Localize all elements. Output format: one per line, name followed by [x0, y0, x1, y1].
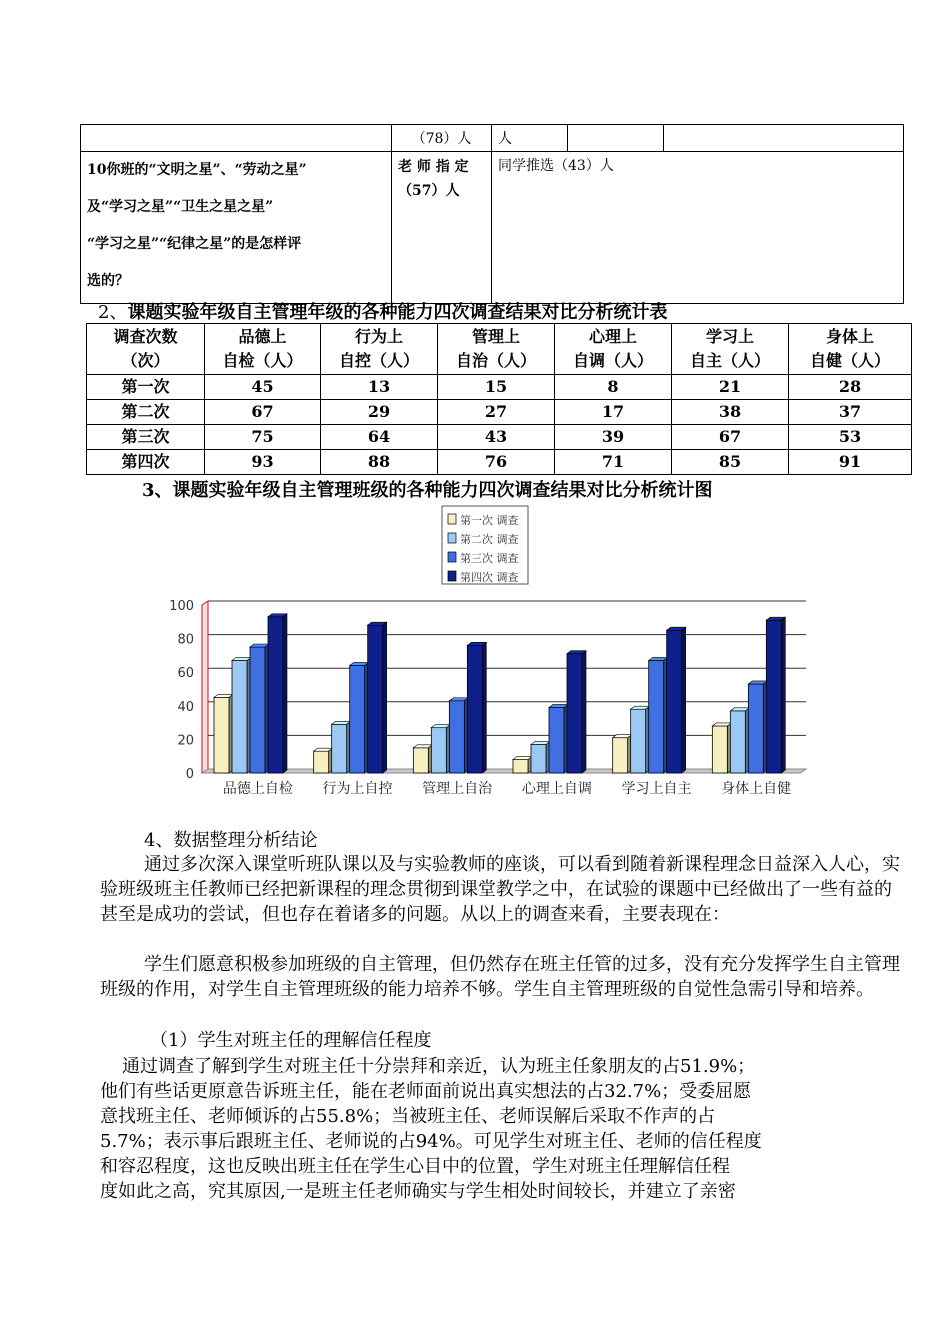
bar [314, 751, 329, 773]
table-cell: 88 [321, 450, 438, 475]
paragraph-1: 通过多次深入课堂听班队课以及与实验教师的座谈，可以看到随着新课程理念日益深入人心，实验班级班主任教师已经把新课程的理念贯彻到课堂教学之中，在试验的课题中已经做出了一些有益的甚至是成功的尝试，但也存在着诸多的问题。从以上的调查来看，主要表现在： [100, 854, 900, 925]
bar [649, 660, 664, 773]
bar [449, 701, 464, 773]
table-cell: 第四次 [87, 450, 205, 475]
section-3-title: 3、课题实验年级自主管理班级的各种能力四次调查结果对比分析统计图 [142, 480, 713, 501]
header-cell: 学习上 自主（人） [672, 324, 789, 375]
bar [413, 748, 428, 773]
table-cell: 67 [672, 425, 789, 450]
legend-swatch [448, 571, 456, 581]
y-tick-label: 100 [169, 599, 194, 614]
bar-side [781, 617, 785, 773]
y-tick-label: 20 [177, 733, 194, 749]
table-cell [568, 125, 664, 152]
table-cell: 67 [205, 400, 321, 425]
bar [513, 760, 528, 773]
question-line: 及“学习之星”“卫生之星之星” [87, 199, 274, 215]
header-cell: 行为上 自控（人） [321, 324, 438, 375]
bar [712, 726, 727, 773]
y-tick-label: 40 [177, 699, 194, 715]
legend-swatch [448, 552, 456, 562]
table-cell: 21 [672, 375, 789, 400]
stats-table [86, 323, 912, 475]
bar-side [283, 614, 287, 773]
table-row [87, 400, 912, 425]
table-cell: 27 [438, 400, 555, 425]
table-row [87, 425, 912, 450]
y-tick-label: 80 [177, 632, 194, 648]
bar [748, 684, 763, 773]
bar [368, 625, 383, 773]
table-cell: 91 [789, 450, 912, 475]
bar [766, 620, 781, 773]
table-cell: 人 [492, 125, 568, 152]
header-cell: 调查次数 （次） [87, 324, 205, 375]
y-tick-label: 60 [177, 666, 194, 682]
bar [667, 630, 682, 773]
y-tick-label: 0 [185, 767, 194, 782]
bar-chart [160, 500, 820, 800]
table-cell: 第一次 [87, 375, 205, 400]
paragraph-3-line: 5.7%；表示事后跟班主任、老师说的占94%。可见学生对班主任、老师的信任程度 [100, 1131, 762, 1152]
bar [631, 709, 646, 773]
paragraph-3-line: 通过调查了解到学生对班主任十分崇拜和亲近，认为班主任象朋友的占51.9%； [122, 1056, 756, 1077]
table-cell: 37 [789, 400, 912, 425]
teacher-line: （57）人 [398, 183, 460, 199]
table-cell [81, 125, 392, 152]
header-cell: 身体上 自健（人） [789, 324, 912, 375]
paragraph-3-line: 和容忍程度，这也反映出班主任在学生心目中的位置，学生对班主任理解信任程 [100, 1156, 730, 1177]
table-cell: 17 [555, 400, 672, 425]
legend-label: 第四次 调查 [460, 571, 519, 584]
header-cell: 品德上 自检（人） [205, 324, 321, 375]
table-cell: 64 [321, 425, 438, 450]
bar [531, 744, 546, 773]
bar [567, 654, 582, 773]
bar [232, 660, 247, 773]
bar [467, 645, 482, 773]
x-tick-label: 品德上自检 [222, 781, 293, 797]
question-line: “学习之星”“纪律之星”的是怎样评 [87, 236, 302, 252]
table-cell: 39 [555, 425, 672, 450]
table-cell: 75 [205, 425, 321, 450]
section-2-title [98, 298, 667, 324]
bar [332, 724, 347, 773]
teacher-line: 老 师 指 定 [398, 159, 469, 175]
bar [268, 617, 283, 773]
x-tick-label: 心理上自调 [521, 781, 592, 797]
paragraph-3-line: 意找班主任、老师倾诉的占55.8%；当被班主任、老师误解后采取不作声的占 [100, 1106, 716, 1127]
table-cell: 28 [789, 375, 912, 400]
section-2-number: 2、 [98, 302, 128, 323]
section-2-text: 课题实验年级自主管理年级的各种能力四次调查结果对比分析统计表 [127, 302, 668, 323]
table-cell: 71 [555, 450, 672, 475]
table-cell: 43 [438, 425, 555, 450]
bar [431, 728, 446, 773]
question-cell [81, 152, 392, 304]
table-cell: 76 [438, 450, 555, 475]
legend-label: 第二次 调查 [460, 533, 519, 546]
table-cell: 85 [672, 450, 789, 475]
table-cell: 38 [672, 400, 789, 425]
table-cell: （78）人 [392, 125, 492, 152]
legend-label: 第一次 调查 [460, 514, 519, 527]
bar [613, 738, 628, 773]
table-cell: 53 [789, 425, 912, 450]
x-tick-label: 行为上自控 [322, 781, 393, 797]
x-tick-label: 身体上自健 [721, 781, 792, 797]
legend-label: 第三次 调查 [460, 552, 519, 565]
bar [350, 665, 365, 773]
table-cell: 93 [205, 450, 321, 475]
bar [250, 647, 265, 773]
paragraph-3-line: 他们有些话更原意告诉班主任，能在老师面前说出真实想法的占32.7%；受委屈愿 [100, 1081, 752, 1102]
bar [214, 697, 229, 773]
table-row [87, 375, 912, 400]
bar-side [582, 651, 586, 773]
legend-swatch [448, 533, 456, 543]
section-4-title: 4、数据整理分析结论 [144, 830, 318, 851]
table-cell [664, 125, 904, 152]
paragraph-2: 学生们愿意积极参加班级的自主管理，但仍然存在班主任管的过多，没有充分发挥学生自主管理班级的作用，对学生自主管理班级的能力培养不够。学生自主管理班级的自觉性急需引导和培养。 [100, 954, 900, 1000]
table-cell: 45 [205, 375, 321, 400]
bar-side [682, 627, 686, 773]
paragraph-3-line: 度如此之高，究其原因,一是班主任老师确实与学生相处时间较长，并建立了亲密 [100, 1181, 736, 1202]
survey-question-table [80, 124, 904, 304]
bar [549, 707, 564, 773]
legend-swatch [448, 514, 456, 524]
header-cell: 心理上 自调（人） [555, 324, 672, 375]
header-cell: 管理上 自治（人） [438, 324, 555, 375]
x-tick-label: 学习上自主 [621, 781, 692, 797]
table-cell: 第三次 [87, 425, 205, 450]
table-cell: 15 [438, 375, 555, 400]
table-cell: 8 [555, 375, 672, 400]
table-cell: 13 [321, 375, 438, 400]
bar-side [383, 622, 387, 773]
x-tick-label: 管理上自治 [422, 781, 493, 797]
question-line: 选的？ [87, 273, 129, 289]
table-cell: 第二次 [87, 400, 205, 425]
teacher-cell [392, 152, 492, 304]
subheading-1: （1）学生对班主任的理解信任程度 [150, 1030, 432, 1051]
table-cell: 29 [321, 400, 438, 425]
table-row [87, 450, 912, 475]
question-line: 10你班的“文明之星”、“劳动之星” [87, 162, 307, 178]
left-wall [202, 601, 208, 773]
bar [730, 711, 745, 773]
peer-cell: 同学推选（43）人 [492, 152, 904, 304]
bar-side [482, 642, 486, 773]
